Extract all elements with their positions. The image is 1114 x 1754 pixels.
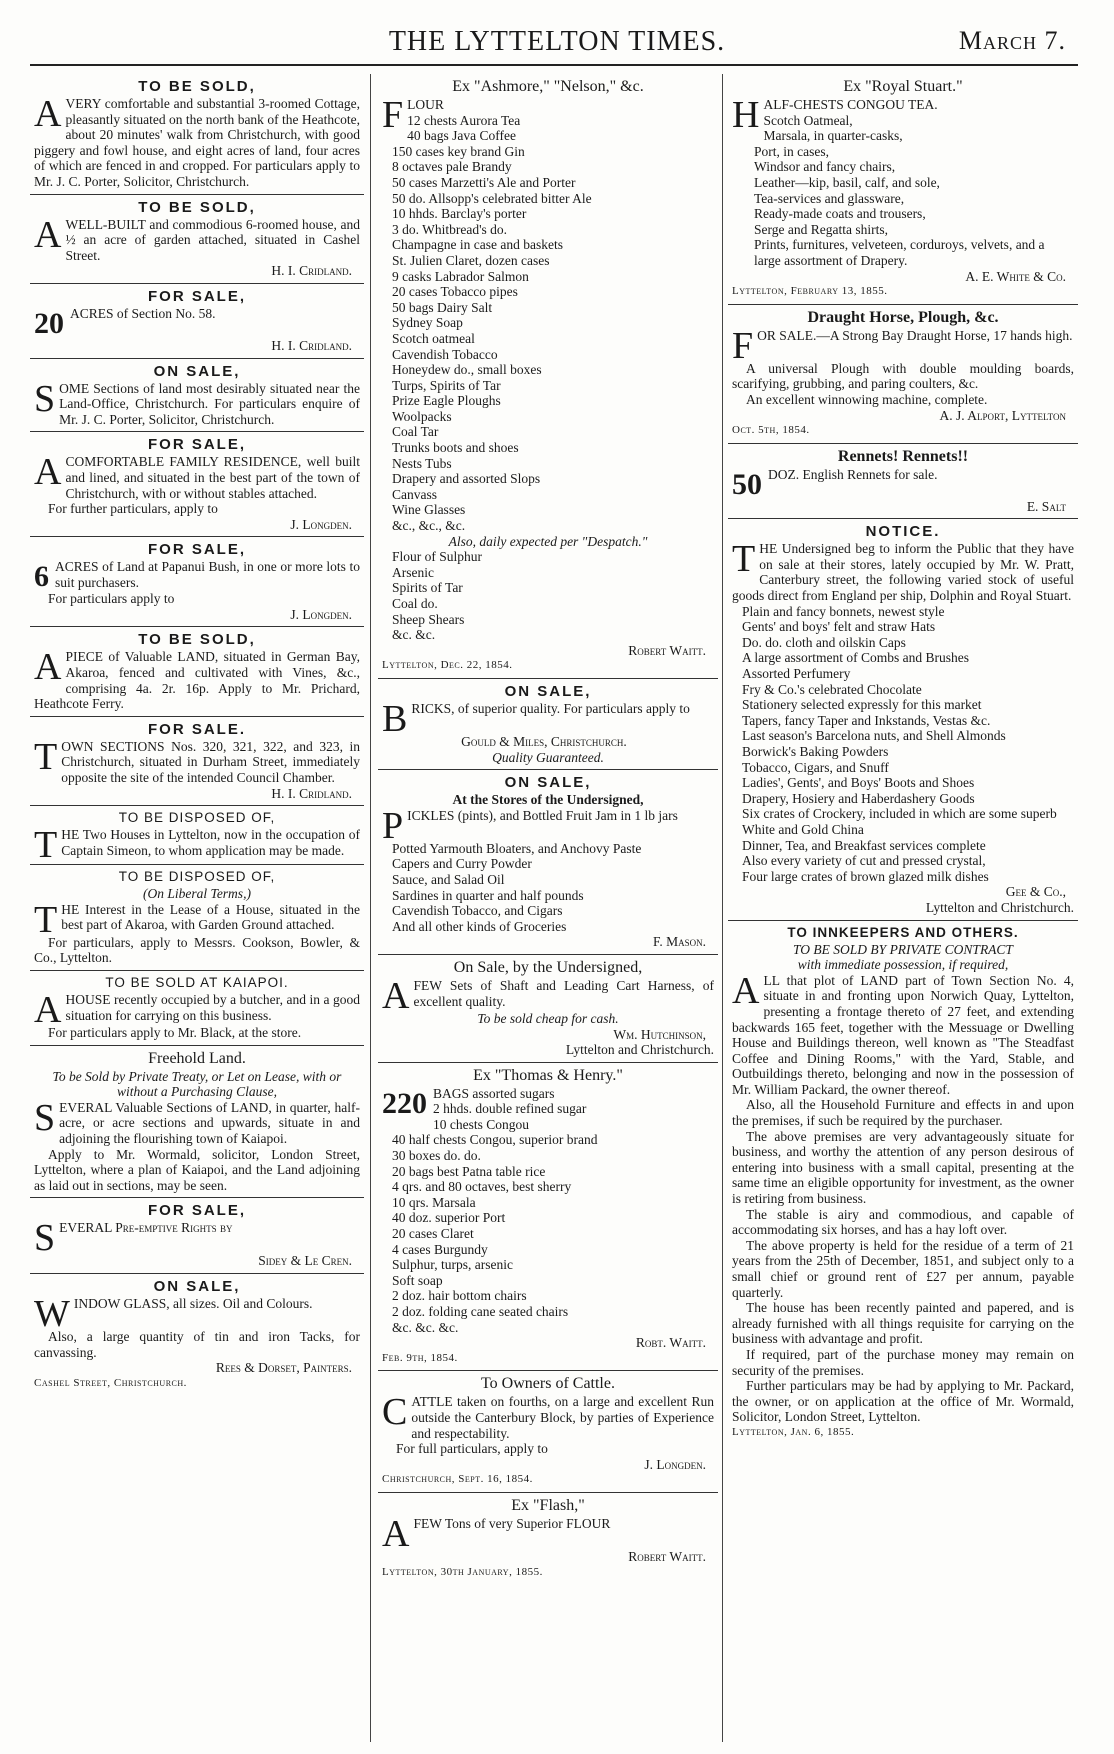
ad-body: FEW Sets of Shaft and Leading Cart Harness, of excellent quality. bbox=[413, 977, 714, 1009]
ad-body: For particulars apply to Mr. Black, at the store. bbox=[48, 1025, 302, 1040]
drop-cap: A bbox=[34, 93, 62, 135]
drop-cap: A bbox=[382, 974, 410, 1017]
ad-body: ACRES of Land at Papanui Bush, in one or more lots to suit purchasers. bbox=[55, 559, 360, 590]
list-item: 4 cases Burgundy bbox=[392, 1241, 488, 1257]
list-item: Capers and Curry Powder bbox=[392, 856, 532, 872]
ad-body: INDOW GLASS, all sizes. Oil and Colours. bbox=[73, 1295, 313, 1311]
list-item: Stationery selected expressly for this market bbox=[742, 697, 982, 713]
ad-lease-akaroa bbox=[30, 865, 364, 971]
large-numeral: 6 bbox=[34, 560, 49, 594]
list-item: Ladies', Gents', and Boys' Boots and Shoes bbox=[742, 775, 975, 791]
item-list bbox=[382, 113, 714, 534]
ad-heading: Freehold Land. bbox=[148, 1049, 246, 1067]
column-divider bbox=[370, 74, 371, 1742]
list-item: 40 half chests Congou, superior brand bbox=[392, 1132, 598, 1148]
list-item: Coal Tar bbox=[392, 424, 439, 440]
ad-ashmore-nelson bbox=[378, 74, 718, 679]
ad-heading: Draught Horse, Plough, &c. bbox=[807, 308, 999, 326]
ad-subheading: To be Sold by Private Treaty, or Let on Lease, with or without a Purchasing Clause, bbox=[52, 1068, 342, 1100]
list-item: A large assortment of Combs and Brushes bbox=[742, 650, 969, 666]
column-divider bbox=[722, 74, 723, 1742]
list-item: &c., &c., &c. bbox=[392, 518, 466, 534]
ad-subheading: At the Stores of the Undersigned, bbox=[452, 792, 644, 808]
list-item: 30 boxes do. do. bbox=[392, 1148, 481, 1164]
drop-cap: A bbox=[34, 989, 62, 1031]
ad-paragraph: The stable is airy and commodious, and capable of accommodating six horses, and has a hay loft over. bbox=[732, 1206, 1074, 1238]
list-item: Drapery, Hosiery and Haberdashery Goods bbox=[742, 790, 975, 806]
ad-body: HE Undersigned beg to inform the Public that they have on sale at their stores, lately occupied by Mr. W. Pratt, Canterbury street, the following varied stock of useful goods direct from England per ship, Dolphin and Royal Stuart. bbox=[732, 541, 1074, 604]
list-item: Trunks boots and shoes bbox=[392, 440, 519, 456]
drop-cap: B bbox=[382, 697, 408, 740]
ad-body: PIECE of Valuable LAND, situated in German Bay, Akaroa, fenced and cultivated with Vines, &c., comprising 4a. 2r. 16p. Apply to Mr. Prichard, Heathcote Ferry. bbox=[34, 649, 360, 712]
list-item: Canvass bbox=[392, 486, 437, 502]
list-item: Woolpacks bbox=[392, 408, 452, 424]
ad-papanui-bush bbox=[30, 537, 364, 627]
list-item: Cavendish Tobacco bbox=[392, 346, 498, 362]
ad-house-cashel bbox=[30, 195, 364, 284]
ad-signature-place: Lyttelton and Christchurch. bbox=[565, 1042, 714, 1058]
ad-dateline: Feb. 9th, 1854. bbox=[382, 1351, 458, 1364]
ad-heading: TO INNKEEPERS AND OTHERS. bbox=[787, 924, 1019, 940]
list-item: Sauce, and Salad Oil bbox=[392, 871, 505, 887]
list-item: 10 chests Congou bbox=[433, 1116, 529, 1132]
ad-two-houses bbox=[30, 806, 364, 865]
ad-heading: Ex "Thomas & Henry." bbox=[473, 1066, 623, 1084]
ad-body: HE Two Houses in Lyttelton, now in the occupation of Captain Simeon, to whom application may be made. bbox=[61, 827, 360, 858]
list-item: 50 bags Dairy Salt bbox=[392, 299, 493, 315]
ad-signature: Robert Waitt. bbox=[628, 1548, 706, 1564]
ad-signature: J. Longden. bbox=[290, 516, 352, 532]
ad-body: DOZ. English Rennets for sale. bbox=[768, 466, 938, 482]
drop-cap: T bbox=[34, 898, 58, 941]
list-item: Scotch Oatmeal, bbox=[763, 112, 853, 128]
drop-cap: T bbox=[34, 824, 58, 867]
ad-heading: TO BE SOLD, bbox=[138, 631, 256, 649]
ad-body: An excellent winnowing machine, complete. bbox=[746, 391, 988, 407]
list-item: St. Julien Claret, dozen cases bbox=[392, 252, 550, 268]
ad-first-line: ALF-CHESTS CONGOU TEA. bbox=[763, 97, 938, 112]
masthead bbox=[0, 0, 1114, 72]
ad-subheading: with immediate possession, if required, bbox=[797, 957, 1009, 973]
list-item: Windsor and fancy chairs, bbox=[754, 159, 896, 175]
ad-thomas-henry bbox=[378, 1063, 718, 1372]
item-list bbox=[382, 841, 714, 935]
list-item: Serge and Regatta shirts, bbox=[754, 221, 888, 237]
ad-paragraph: Also, all the Household Furniture and effects in and upon the premises, if such be required by the purchaser. bbox=[732, 1097, 1074, 1129]
list-item: Leather—kip, basil, calf, and sole, bbox=[754, 174, 940, 190]
ad-pickles bbox=[378, 770, 718, 955]
newspaper-title: THE LYTTELTON TIMES. bbox=[388, 26, 726, 57]
ad-signature: Wm. Hutchinson, bbox=[613, 1026, 706, 1042]
list-item: 8 octaves pale Brandy bbox=[392, 159, 512, 175]
drop-cap: F bbox=[382, 94, 404, 136]
ad-paragraph: If required, part of the purchase money may remain on security of the premises. bbox=[732, 1346, 1074, 1378]
ad-body: OME Sections of land most desirably situated near the Land-Office, Christchurch. For particulars enquire of Mr. J. C. Porter, Solicitor, Christchurch. bbox=[59, 380, 360, 427]
item-list bbox=[382, 1101, 714, 1335]
ad-heading: ON SALE, bbox=[504, 682, 592, 700]
ad-signature: Sidey & Le Cren. bbox=[258, 1253, 352, 1269]
list-item: Plain and fancy bonnets, newest style bbox=[742, 603, 945, 619]
drop-cap: P bbox=[382, 804, 404, 847]
list-item: 20 bags best Patna table rice bbox=[392, 1163, 546, 1179]
ad-signature: Gee & Co., bbox=[1005, 884, 1066, 900]
ad-body: FEW Tons of very Superior FLOUR bbox=[413, 1515, 611, 1531]
ad-body: For further particulars, apply to bbox=[48, 501, 218, 517]
ad-signature-place: Lyttelton and Christchurch. bbox=[925, 899, 1074, 915]
ad-signature: Robt. Waitt. bbox=[635, 1335, 706, 1351]
ad-sections-land bbox=[30, 359, 364, 433]
list-item: 9 casks Labrador Salmon bbox=[392, 268, 529, 284]
list-item: Scotch oatmeal bbox=[392, 330, 475, 346]
ad-heading: FOR SALE, bbox=[147, 541, 246, 559]
ad-innkeepers bbox=[728, 921, 1078, 1445]
ad-subheading: Also, daily expected per "Despatch." bbox=[448, 533, 648, 549]
ad-heading: TO BE SOLD AT KAIAPOI. bbox=[105, 975, 289, 990]
ad-heading: On Sale, by the Undersigned, bbox=[453, 958, 643, 976]
ad-bricks bbox=[378, 679, 718, 770]
list-item: 2 doz. folding cane seated chairs bbox=[392, 1304, 569, 1319]
list-item: Fry & Co.'s celebrated Chocolate bbox=[742, 681, 922, 697]
item-list bbox=[382, 549, 714, 643]
list-item: 2 doz. hair bottom chairs bbox=[392, 1288, 527, 1304]
ad-german-bay bbox=[30, 627, 364, 716]
item-list bbox=[732, 604, 1074, 885]
list-item: 2 hhds. double refined sugar bbox=[433, 1101, 587, 1117]
ad-paragraph: Further particulars may be had by applying to Mr. Packard, the owner, or on application at the office of Mr. Wormald, Solicitor, London Street, Lyttelton. bbox=[732, 1378, 1074, 1425]
list-item: Last season's Barcelona nuts, and Shell Almonds bbox=[742, 728, 1006, 744]
ad-body: BAGS assorted sugars bbox=[433, 1085, 555, 1101]
ad-paragraph: The above property is held for the residue of a term of 21 years from the 25th of December, 1851, and subject only to a small chief or ground rent of £27 per annum, payable quarterly. bbox=[732, 1237, 1074, 1300]
list-item: Port, in cases, bbox=[754, 143, 829, 159]
list-item: 4 qrs. and 80 octaves, best sherry bbox=[392, 1179, 572, 1195]
ad-signature: Robert Waitt. bbox=[628, 642, 706, 658]
list-item: 20 cases Tobacco pipes bbox=[392, 284, 518, 300]
ad-signature: J. Longden. bbox=[644, 1456, 706, 1472]
ad-cottage bbox=[30, 74, 364, 195]
ad-dateline: Lyttelton, Jan. 6, 1855. bbox=[732, 1425, 855, 1438]
list-item: Arsenic bbox=[392, 564, 434, 580]
drop-cap: A bbox=[34, 646, 62, 689]
ad-signature: F. Mason. bbox=[652, 934, 706, 950]
list-item: Four large crates of brown glazed milk dishes bbox=[742, 868, 989, 884]
ad-body: ACRES of Section No. 58. bbox=[70, 305, 216, 321]
ad-flash-flour bbox=[378, 1493, 718, 1584]
list-item: Tobacco, Cigars, and Snuff bbox=[742, 759, 889, 775]
list-item: Soft soap bbox=[392, 1272, 443, 1288]
ad-body: LL that plot of LAND part of Town Section No. 4, situate in and fronting upon Norwich Quay, Lyttelton, presenting a frontage thereto of 27 feet, and extending backwards 165 feet, together with the Messuage or Dwelling House and Buildings thereon, well known as "The Steadfast Coffee and Dining Rooms," with the Yard, Stable, and Outbuildings thereto, belonging and now in the possession of Mr. William Packard, the owner thereof. bbox=[732, 972, 1074, 1097]
ad-dateline: Lyttelton, February 13, 1855. bbox=[732, 285, 888, 298]
ad-paragraph: The house has been recently painted and papered, and is already furnished with all things requisite for carrying on the business with advantage and profit. bbox=[732, 1300, 1074, 1347]
ad-signature: Gould & Miles, Christchurch. bbox=[461, 733, 627, 749]
ad-dateline: Lyttelton, 30th January, 1855. bbox=[382, 1565, 543, 1578]
list-item: 40 doz. superior Port bbox=[392, 1210, 506, 1226]
ad-dateline: Christchurch, Sept. 16, 1854. bbox=[382, 1473, 533, 1486]
drop-cap: S bbox=[34, 1217, 56, 1260]
ad-heading: To Owners of Cattle. bbox=[481, 1375, 615, 1393]
ad-heading: TO BE DISPOSED OF, bbox=[118, 869, 276, 885]
list-item: 3 do. Whitbread's do. bbox=[392, 221, 508, 237]
ad-rennets bbox=[728, 444, 1078, 520]
list-item: Ready-made coats and trousers, bbox=[754, 206, 926, 222]
ad-pre-emptive-rights bbox=[30, 1198, 364, 1274]
ad-body: VERY comfortable and substantial 3-roomed Cottage, pleasantly situated on the north bank of the Heathcote, about 20 minutes' walk from Christchurch, with good piggery and fowl house, and eight acres of land, four acres of which are fenced in and cropped. For particulars apply to Mr. J. C. Porter, Solicitor, Christchurch. bbox=[34, 96, 360, 189]
list-item: Borwick's Baking Powders bbox=[742, 744, 889, 759]
list-item: &c. &c. bbox=[392, 627, 436, 643]
drop-cap: T bbox=[34, 735, 58, 778]
large-numeral: 50 bbox=[732, 467, 762, 501]
ad-signature: H. I. Cridland. bbox=[271, 263, 352, 279]
ad-body: EVERAL Pre-emptive Rights by bbox=[59, 1220, 233, 1236]
list-item: Dinner, Tea, and Breakfast services complete bbox=[742, 837, 986, 853]
ad-freehold-land bbox=[30, 1046, 364, 1199]
ad-heading: Rennets! Rennets!! bbox=[837, 447, 969, 465]
column-2 bbox=[378, 74, 718, 1746]
drop-cap: S bbox=[34, 377, 56, 420]
list-item: Honeydew do., small boxes bbox=[392, 362, 542, 378]
ad-signature: E. Salt bbox=[1026, 498, 1066, 514]
list-item: 12 chests Aurora Tea bbox=[407, 112, 521, 128]
drop-cap: F bbox=[732, 324, 754, 367]
ad-heading: Ex "Flash," bbox=[511, 1496, 585, 1514]
list-item: Sydney Soap bbox=[392, 315, 463, 331]
list-item: Nests Tubs bbox=[392, 455, 452, 471]
list-item: 10 hhds. Barclay's porter bbox=[392, 206, 527, 222]
ad-body: WELL-BUILT and commodious 6-roomed house, and ½ an acre of garden attached, situated in Cashel Street. bbox=[65, 216, 360, 263]
ad-heading: Ex "Royal Stuart." bbox=[843, 78, 963, 95]
list-item: Sheep Shears bbox=[392, 611, 465, 627]
ad-body: EVERAL Valuable Sections of LAND, in quarter, half-acre, or acre sections and upwards, situate in and adjoining the flourishing town of Kaiapoi. bbox=[59, 1099, 360, 1146]
ad-body: For particulars apply to bbox=[48, 591, 175, 607]
ad-heading: ON SALE, bbox=[504, 774, 592, 792]
ad-subheading: (On Liberal Terms,) bbox=[143, 886, 251, 902]
list-item: Gents' and boys' felt and straw Hats bbox=[742, 619, 936, 635]
drop-cap: A bbox=[732, 969, 760, 1012]
ad-signature: A. J. Alport, Lyttelton bbox=[939, 407, 1066, 423]
ad-body: OWN SECTIONS Nos. 320, 321, 322, and 323, in Christchurch, situated in Durham Street, immediately opposite the site of the intended Council Chamber. bbox=[61, 738, 360, 786]
ad-dateline: Cashel Street, Christchurch. bbox=[34, 1376, 187, 1389]
ad-town-sections bbox=[30, 717, 364, 806]
list-item: And all other kinds of Groceries bbox=[392, 918, 567, 934]
ad-royal-stuart bbox=[728, 74, 1078, 305]
ad-heading: ON SALE, bbox=[153, 1277, 241, 1295]
ad-family-residence bbox=[30, 432, 364, 537]
list-item: 150 cases key brand Gin bbox=[392, 143, 525, 159]
ad-body: ATTLE taken on fourths, on a large and excellent Run outside the Canterbury Block, by parties of Experience and respectability. bbox=[411, 1394, 714, 1441]
ad-heading: TO BE SOLD, bbox=[138, 198, 256, 216]
ad-kaiapoi-house bbox=[30, 971, 364, 1046]
list-item: Sardines in quarter and half pounds bbox=[392, 887, 584, 903]
ad-signature: H. I. Cridland. bbox=[271, 337, 352, 353]
list-item: 10 qrs. Marsala bbox=[392, 1194, 476, 1210]
ad-owners-cattle bbox=[378, 1371, 718, 1493]
list-item: 40 bags Java Coffee bbox=[407, 128, 516, 144]
list-item: Six crates of Crockery, included in which are some superb White and Gold China bbox=[742, 806, 1057, 837]
drop-cap: T bbox=[732, 538, 756, 581]
ad-body: COMFORTABLE FAMILY RESIDENCE, well built and lined, and situated in the best part of the town of Christchurch, with or without stables attached. bbox=[65, 454, 360, 501]
list-item: Cavendish Tobacco, and Cigars bbox=[392, 903, 563, 919]
list-item: 50 cases Marzetti's Ale and Porter bbox=[392, 174, 576, 190]
list-item: &c. &c. &c. bbox=[392, 1319, 459, 1335]
ad-body: A universal Plough with double moulding boards, scarifying, grubbing, and paring coulters, &c. bbox=[732, 360, 1074, 392]
list-item: Flour of Sulphur bbox=[392, 549, 483, 565]
ad-heading: FOR SALE, bbox=[147, 436, 246, 454]
ad-heading: TO BE SOLD, bbox=[138, 78, 256, 95]
ad-heading: FOR SALE. bbox=[147, 720, 246, 738]
list-item: Assorted Perfumery bbox=[742, 666, 851, 682]
drop-cap: A bbox=[34, 213, 62, 256]
ad-subheading: Quality Guaranteed. bbox=[492, 749, 604, 765]
ad-window-glass bbox=[30, 1274, 364, 1395]
list-item: Also every variety of cut and pressed crystal, bbox=[742, 853, 986, 869]
paragraph-list bbox=[732, 1097, 1074, 1424]
list-item: Do. do. cloth and oilskin Caps bbox=[742, 634, 906, 650]
ad-body: For full particulars, apply to bbox=[396, 1441, 548, 1457]
list-item: Marsala, in quarter-casks, bbox=[763, 128, 903, 144]
list-item: Prize Eagle Ploughs bbox=[392, 393, 501, 409]
ad-signature: A. E. White & Co. bbox=[965, 268, 1066, 284]
ad-body: ICKLES (pints), and Bottled Fruit Jam in 1 lb jars bbox=[407, 807, 678, 823]
list-item: Turps, Spirits of Tar bbox=[392, 377, 501, 393]
drop-cap: W bbox=[34, 1292, 70, 1335]
ad-dateline: Oct. 5th, 1854. bbox=[732, 424, 810, 437]
ad-signature: Rees & Dorset, Painters. bbox=[215, 1360, 352, 1376]
ad-subheading: To be sold cheap for cash. bbox=[477, 1010, 619, 1026]
list-item: Prints, furnitures, velveteen, corduroys, velvets, and a large assortment of Drapery. bbox=[754, 237, 1045, 268]
list-item: Tapers, fancy Taper and Inkstands, Vestas &c. bbox=[742, 712, 991, 728]
list-item: 20 cases Claret bbox=[392, 1226, 474, 1242]
list-item: Wine Glasses bbox=[392, 502, 466, 518]
ad-heading: NOTICE. bbox=[865, 523, 941, 541]
list-item: Champagne in case and baskets bbox=[392, 237, 563, 253]
ad-subheading: TO BE SOLD BY PRIVATE CONTRACT bbox=[793, 941, 1013, 957]
ad-body: OR SALE.—A Strong Bay Draught Horse, 17 hands high. bbox=[757, 327, 1073, 343]
list-item: 50 do. Allsopp's celebrated bitter Ale bbox=[392, 190, 592, 206]
ad-signature: J. Longden. bbox=[290, 606, 352, 622]
ad-body: Apply to Mr. Wormald, solicitor, London Street, Lyttelton, where a plan of Kaiapoi, and the Land adjoining as laid out in sections, may be seen. bbox=[34, 1146, 360, 1193]
ad-dateline: Lyttelton, Dec. 22, 1854. bbox=[382, 659, 513, 672]
ad-heading: ON SALE, bbox=[153, 362, 241, 380]
ad-cart-harness bbox=[378, 955, 718, 1063]
ad-heading: FOR SALE, bbox=[147, 287, 246, 305]
ad-heading: FOR SALE, bbox=[147, 1202, 246, 1220]
item-list bbox=[732, 113, 1074, 269]
drop-cap: S bbox=[34, 1096, 56, 1139]
ad-draught-horse bbox=[728, 305, 1078, 444]
ad-body: RICKS, of superior quality. For particulars apply to bbox=[411, 700, 690, 716]
ad-signature: H. I. Cridland. bbox=[271, 785, 352, 801]
ad-body: Also, a large quantity of tin and iron Tacks, for canvassing. bbox=[34, 1328, 360, 1360]
ad-body: HE Interest in the Lease of a House, situated in the best part of Akaroa, with Garden Ground attached. bbox=[61, 901, 360, 933]
column-1 bbox=[30, 74, 364, 1746]
drop-cap: C bbox=[382, 1391, 408, 1434]
drop-cap: H bbox=[732, 94, 760, 136]
issue-date: March 7. bbox=[958, 26, 1066, 55]
ad-heading: TO BE DISPOSED OF, bbox=[118, 810, 276, 826]
list-item: Tea-services and glassware, bbox=[754, 190, 905, 206]
list-item: Potted Yarmouth Bloaters, and Anchovy Paste bbox=[392, 840, 642, 856]
list-item: Drapery and assorted Slops bbox=[392, 471, 541, 487]
ad-body: For particulars, apply to Messrs. Cookson, Bowler, & Co., Lyttelton. bbox=[34, 934, 360, 966]
ad-notice-gee bbox=[728, 519, 1078, 920]
large-numeral: 220 bbox=[382, 1086, 427, 1120]
large-numeral: 20 bbox=[34, 306, 64, 340]
ad-acres-58 bbox=[30, 284, 364, 359]
ad-body: HOUSE recently occupied by a butcher, and in a good situation for carrying on this business. bbox=[65, 992, 360, 1023]
list-item: Sulphur, turps, arsenic bbox=[392, 1257, 513, 1273]
masthead-rule bbox=[30, 64, 1078, 66]
ad-paragraph: The above premises are very advantageously situate for business, and worthy the attention of any person desirous of entering into business with a small capital, presenting at the same time an eligible opportunity for investment, as the owner is retiring from business. bbox=[732, 1128, 1074, 1207]
list-item: Spirits of Tar bbox=[392, 580, 463, 596]
ad-first-line: LOUR bbox=[407, 97, 444, 112]
list-item: Coal do. bbox=[392, 596, 438, 611]
drop-cap: A bbox=[34, 451, 62, 494]
drop-cap: A bbox=[382, 1512, 410, 1555]
ad-heading: Ex "Ashmore," "Nelson," &c. bbox=[452, 78, 644, 95]
column-3 bbox=[728, 74, 1078, 1746]
